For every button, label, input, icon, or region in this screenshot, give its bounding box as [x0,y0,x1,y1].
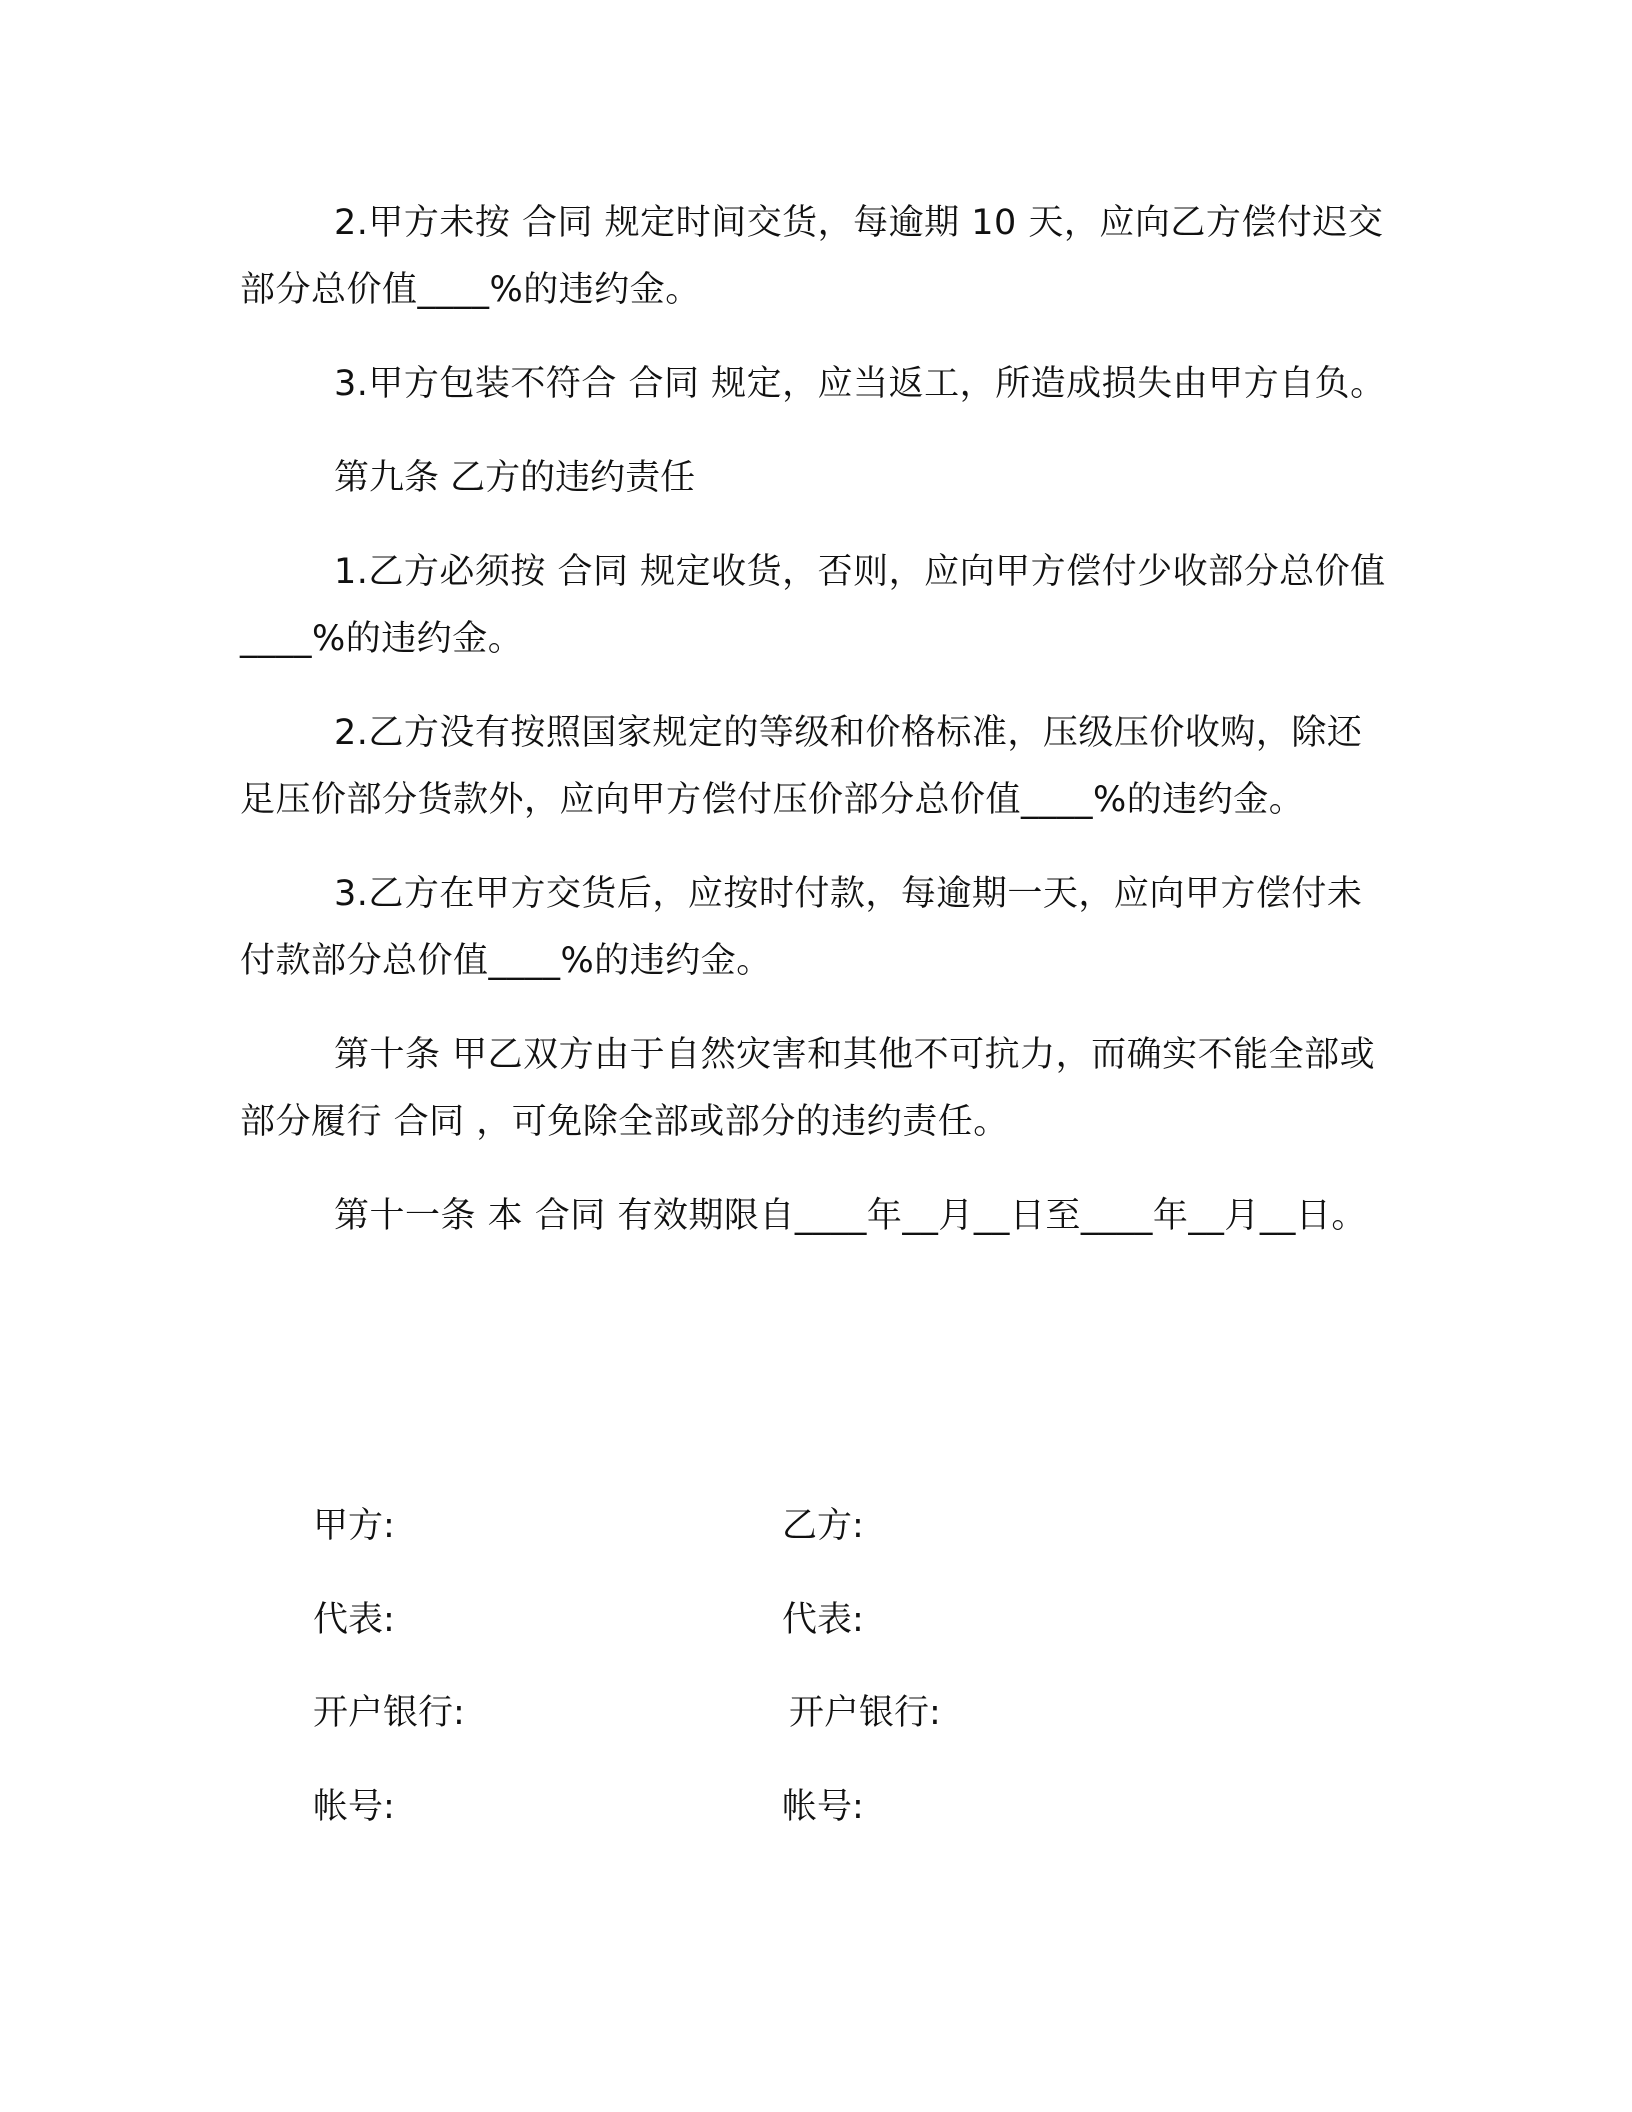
clause-9-item-1: 1.乙方必须按 合同 规定收货，否则，应向甲方偿付少收部分总价值____%的违约金。 [240,552,1386,659]
clause-8-item-3: 3.甲方包装不符合 合同 规定，应当返工，所造成损失由甲方自负。 [334,364,1386,404]
party-a-bank-label: 开户银行: [313,1693,465,1733]
clause-8-item-2: 2.甲方未按 合同 规定时间交货，每逾期 10 天，应向乙方偿付迟交部分总价值____%的违约金。 [240,203,1384,310]
clause-9-item-3: 3.乙方在甲方交货后，应按时付款，每逾期一天，应向甲方偿付未付款部分总价值____%的违约金。 [240,874,1363,981]
clause-11: 第十一条 本 合同 有效期限自____年__月__日至____年__月__日。 [334,1196,1367,1236]
clause-10: 第十条 甲乙双方由于自然灾害和其他不可抗力，而确实不能全部或部分履行 合同 ，可免除全部或部分的违约责任。 [240,1035,1376,1142]
party-a-label: 甲方: [313,1506,395,1546]
party-a-account-label: 帐号: [313,1787,395,1827]
party-b-label: 乙方: [782,1506,864,1546]
party-b-representative-label: 代表: [782,1600,864,1640]
party-a-representative-label: 代表: [313,1600,395,1640]
clause-9-heading: 第九条 乙方的违约责任 [334,458,696,498]
clause-9-item-2: 2.乙方没有按照国家规定的等级和价格标准，压级压价收购，除还足压价部分货款外，应向甲方偿付压价部分总价值____%的违约金。 [240,713,1363,820]
party-b-bank-label: 开户银行: [789,1693,941,1733]
party-b-account-label: 帐号: [782,1787,864,1827]
